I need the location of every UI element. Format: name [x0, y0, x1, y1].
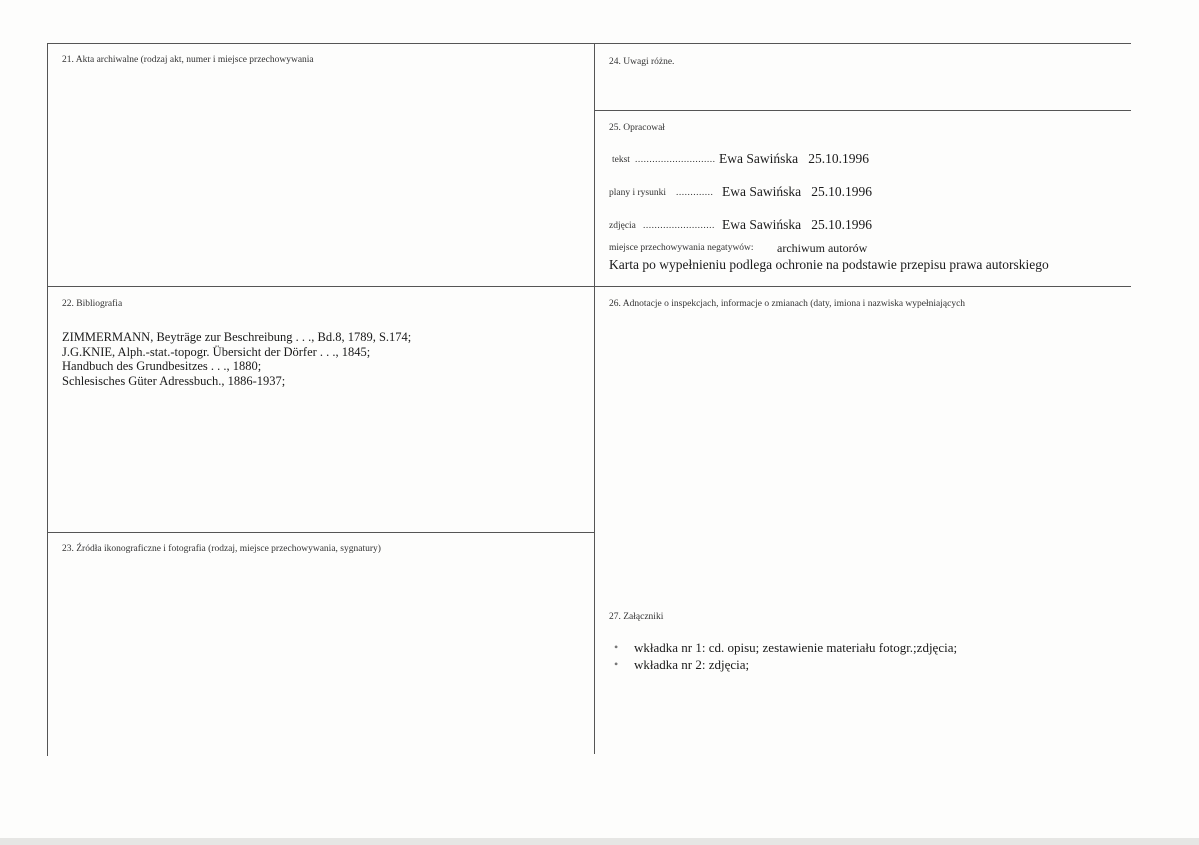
negatywy-label: miejsce przechowywania negatywów: — [609, 243, 754, 253]
divider-24-25 — [594, 110, 1131, 111]
left-border-bottom — [47, 533, 48, 756]
tekst-dots: ............................ — [635, 155, 716, 165]
tekst-label: tekst — [612, 155, 630, 165]
section-26-label: 26. Adnotacje o inspekcjach, informacje o zmianach (daty, imiona i nazwiska wypełniających — [609, 299, 966, 309]
bullet-icon: • — [614, 657, 619, 671]
section-24-label: 24. Uwagi różne. — [609, 57, 675, 67]
bibliography-list — [62, 330, 411, 388]
center-divider — [594, 43, 595, 754]
left-border — [47, 43, 48, 286]
bullet-icon: • — [614, 640, 619, 654]
divider-22-23 — [47, 532, 594, 533]
bibliography-entry: ZIMMERMANN, Beyträge zur Beschreibung . . ., Bd.8, 1789, S.174; — [62, 330, 412, 344]
attachment-text: wkładka nr 2: zdjęcia; — [634, 657, 750, 672]
zdjecia-value: Ewa Sawińska 25.10.1996 — [722, 217, 872, 232]
list-item — [614, 656, 957, 673]
section-27-label: 27. Załączniki — [609, 612, 664, 622]
plany-dots: ............. — [676, 188, 714, 198]
tekst-value: Ewa Sawińska 25.10.1996 — [719, 151, 869, 166]
plany-value: Ewa Sawińska 25.10.1996 — [722, 184, 872, 199]
attachment-text: wkładka nr 1: cd. opisu; zestawienie materiału fotogr.;zdjęcia; — [634, 640, 958, 655]
bibliography-entry: Schlesisches Güter Adressbuch., 1886-1937; — [62, 373, 286, 388]
attachments-list — [614, 639, 957, 673]
bibliography-entry: Handbuch des Grundbesitzes . . ., 1880; — [62, 359, 262, 373]
list-item — [614, 639, 957, 656]
section-21-label: 21. Akta archiwalne (rodzaj akt, numer i miejsce przechowywania — [62, 55, 314, 65]
divider-row1-row2 — [47, 286, 1131, 287]
zdjecia-label: zdjęcia — [609, 221, 636, 231]
section-23-label: 23. Źródła ikonograficzne i fotografia (rodzaj, miejsce przechowywania, sygnatury) — [62, 544, 381, 554]
bibliography-entry: J.G.KNIE, Alph.-stat.-topogr. Übersicht der Dörfer . . ., 1845; — [62, 344, 371, 359]
top-border — [47, 43, 1131, 44]
left-border-lower — [47, 286, 48, 533]
page-edge — [0, 838, 1199, 845]
zdjecia-dots: ......................... — [643, 221, 715, 231]
negatywy-value: archiwum autorów — [777, 241, 868, 255]
plany-label: plany i rysunki — [609, 188, 666, 198]
copyright-note: Karta po wypełnieniu podlega ochronie na podstawie przepisu prawa autorskiego — [609, 257, 1049, 272]
section-22-label: 22. Bibliografia — [62, 299, 123, 309]
section-25-label: 25. Opracował — [609, 123, 665, 133]
